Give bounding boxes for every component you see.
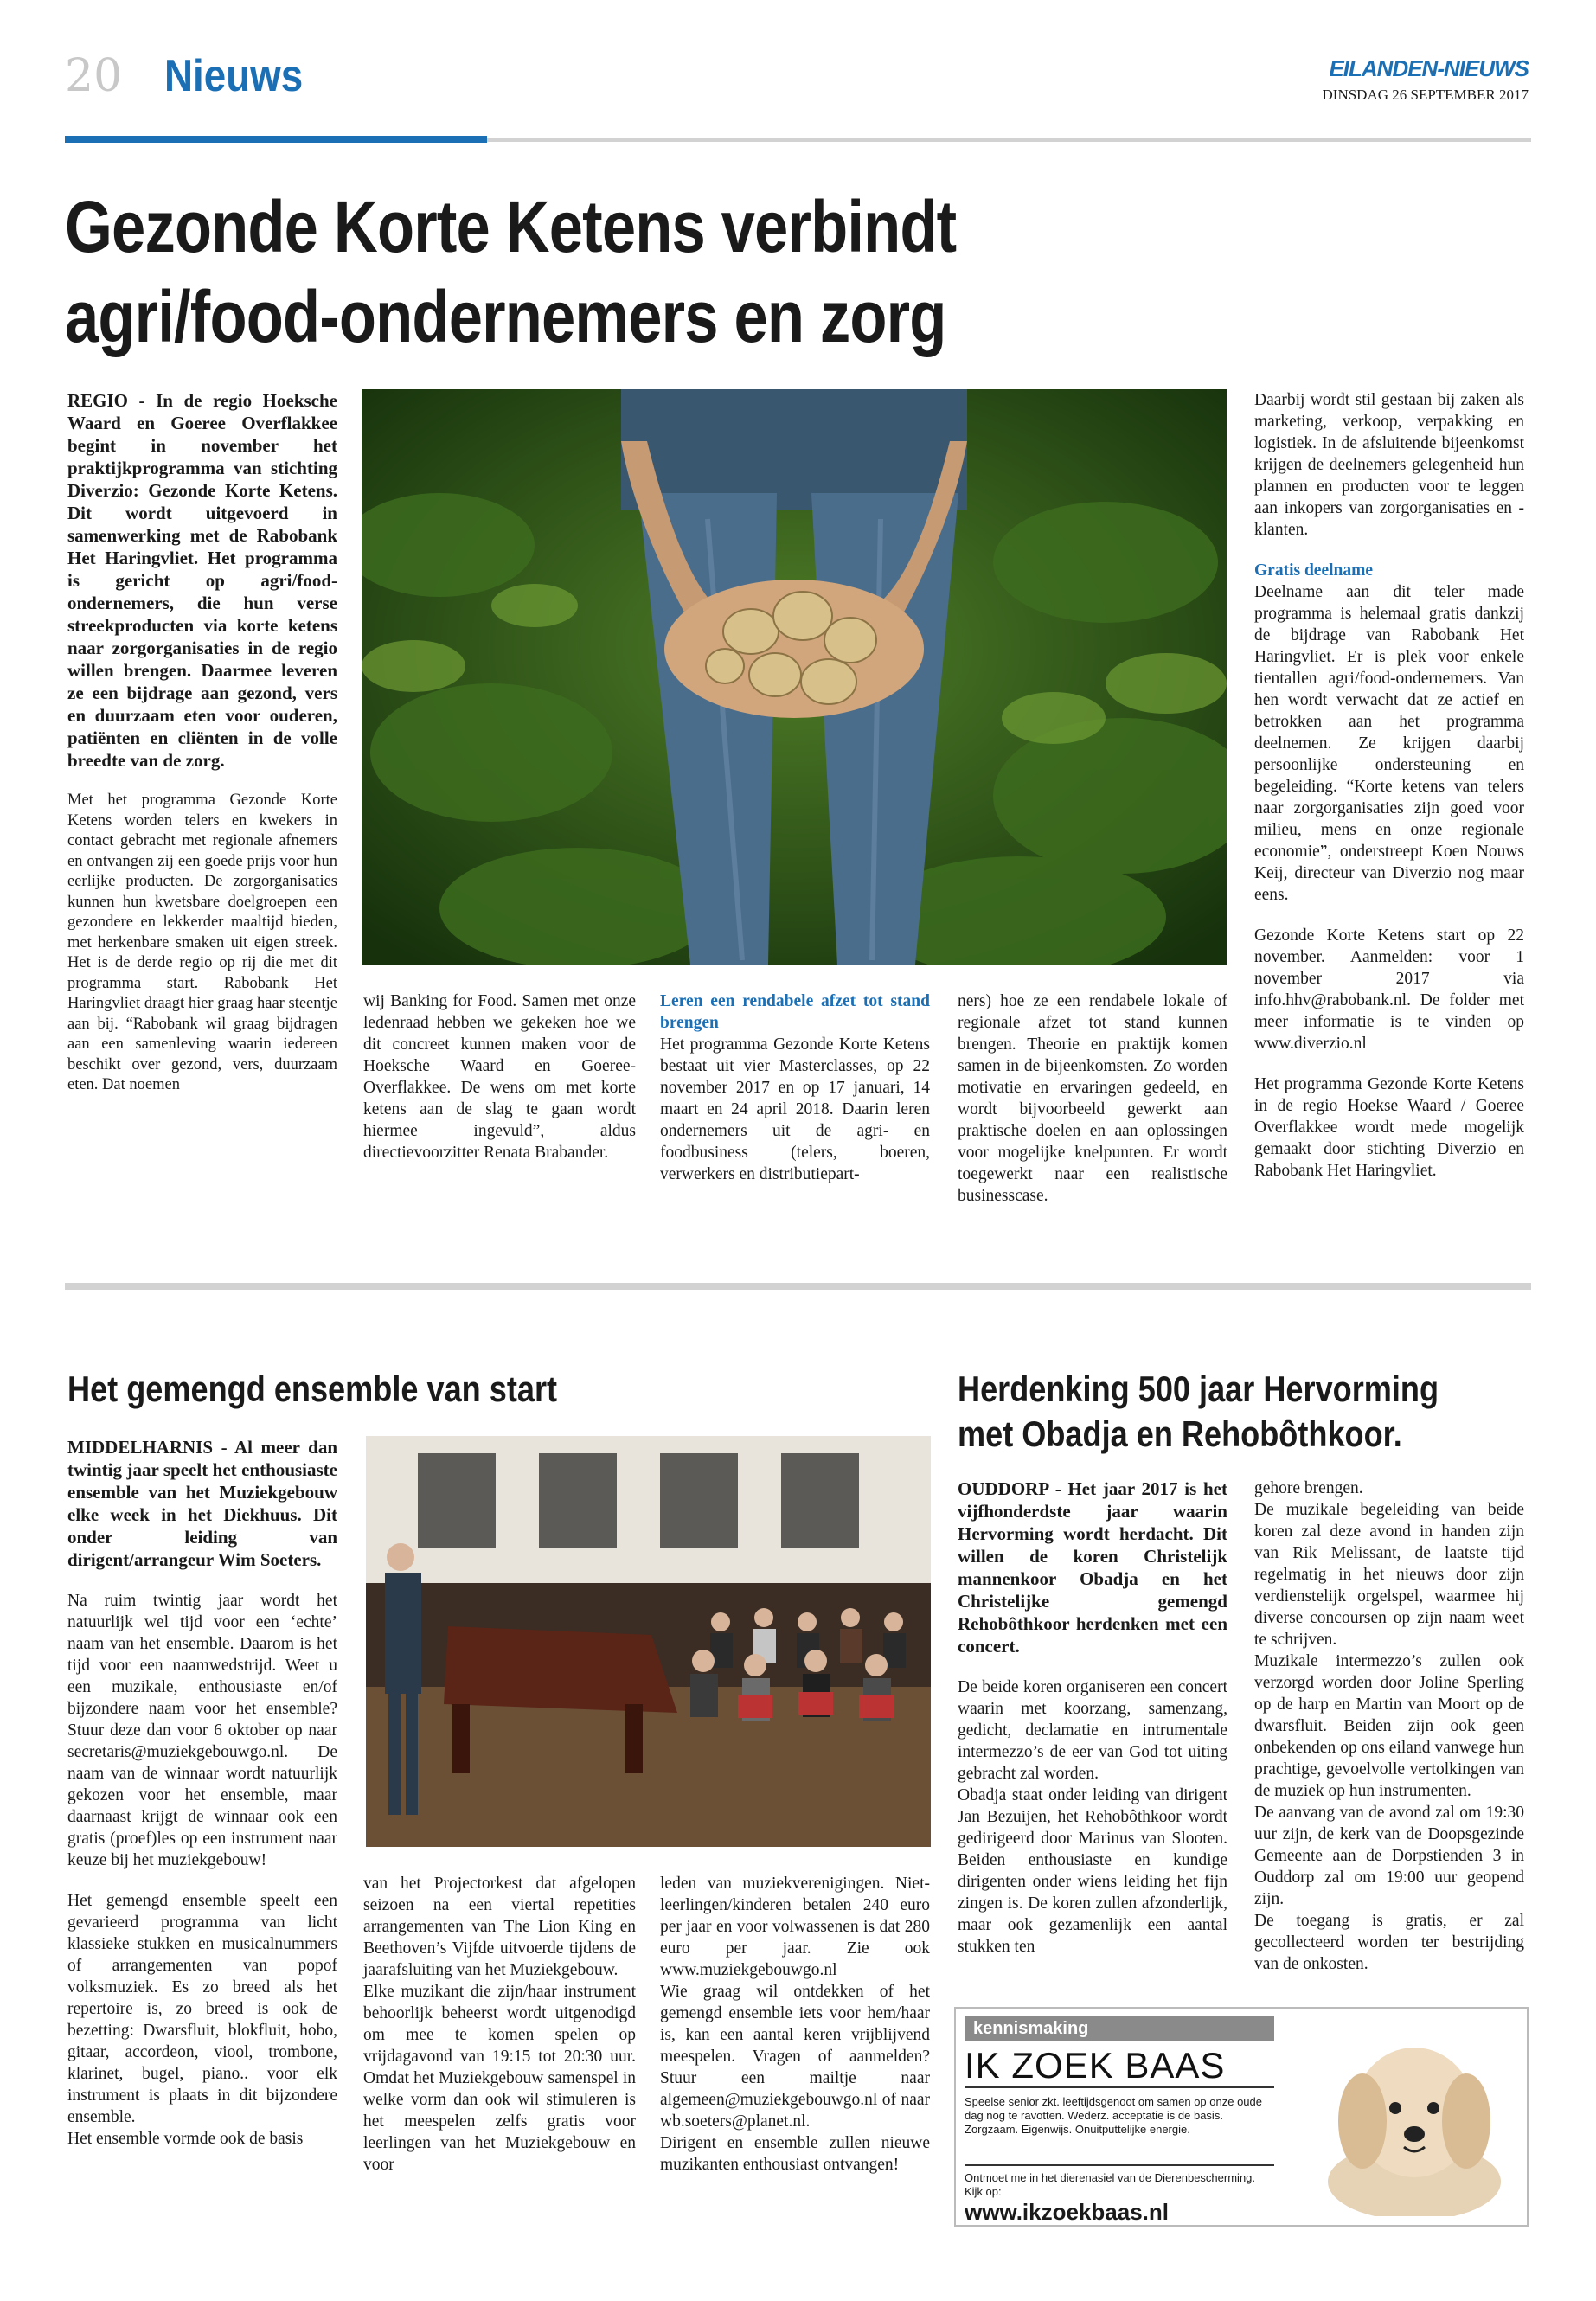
article2-body-1b: Het gemengd ensemble speelt een gevarieerd programma van licht klassieke stukken en musicalnummers of arrangementen van popof volksmuziek. Es zo breed als het repertoire is, zo breed is ook de bezetting: Dwarsfluit, blokfluit, hobo, gitaar, accordeon, viool, trombone, klarinet, bugel, piano.. voor elk instrument is plaats in dit bijzondere ensemble.: [67, 1892, 337, 2126]
article2-body-2: van het Projectorkest dat afgelopen seizoen na een viertal repetities arrangementen van The Lion King en Beethoven’s Vijfde uitvoerde tijdens de jaarafsluiting van het Muziekgebouw. Elke muzikant die zijn/haar instrument behoorlijk beheerst wordt uitgenodigd om mee te komen spelen op vrijdagavond van 19:15 tot 20:30 uur. Omdat het Muziekgebouw samenspel in welke vorm dan ook wil stimuleren is het meespelen zelfs gratis voor leerlingen van het Muziekgebouw en voor: [363, 1875, 636, 2174]
article1-subhead-1: Leren een rendabele afzet tot stand brengen: [660, 992, 930, 1032]
article3-lead: OUDDORP - Het jaar 2017 is het vijfhonderdste jaar waarin Hervorming wordt herdacht. Dit willen de koren Christelijk mannenkoor Obadja en het Christelijke gemengd Rehobôthkoor herdenken met een concert.: [958, 1478, 1227, 1657]
dog-photo: [1311, 2017, 1518, 2216]
article1-body-2: wij Banking for Food. Samen met onze ledenraad hebben we gekeken hoe we dit concreet kunnen maken voor de Hoeksche Waard en Goeree-Overflakkee. De wens om met korte ketens aan de slag te gaan wordt hiermee ingevuld”, aldus directievoorzitter Renata Brabander.: [363, 992, 636, 1162]
article2-column-1: [67, 1436, 337, 2169]
article1-body-3: Het programma Gezonde Korte Ketens bestaat uit vier Masterclasses, op 22 november 2017 en op 17 januari, 14 maart en 24 april 2018. Daarin leren ondernemers uit de agri- en foodbusiness (telers, boeren, verwerkers en distributiepart-: [660, 1035, 930, 1183]
article1-body-4: ners) hoe ze een rendabele lokale of regionale afzet tot stand kunnen brengen. Theorie en praktijk komen samen in de bijeenkomsten. Zo worden motivatie en ervaringen gedeeld, en wordt bijvoorbeeld gewerkt aan praktische doelen en aan oplossingen voor mogelijke knelpunten. Er wordt toegewerkt naar een realistische businesscase.: [958, 992, 1227, 1205]
article3-body-1: De beide koren organiseren een concert waarin met koorzang, samenzang, gedicht, declamatie en intrumentale intermezzo’s de eer van God tot uiting gebracht zal worden. Obadja staat onder leiding van dirigent Jan Bezuijen, het Rehobôthkoor wordt gedirigeerd door Marinus van Slooten. Beiden enthousiaste en kundige dirigenten onder wiens leiding het fijn zingen is. De koren zullen afzonderlijk, maar ook gezamenlijk een aantal stukken ten: [958, 1678, 1227, 1956]
article1-body-5c: Gezonde Korte Ketens start op 22 november. Aanmelden: voor 1 november 2017 via info.hhv@rabobank.nl. De folder met meer informatie is te vinden op www.diverzio.nl: [1254, 926, 1524, 1053]
article1-column-3: [660, 990, 930, 1204]
ad-title: IK ZOEK BAAS: [965, 2045, 1274, 2088]
adoption-advert: [954, 2007, 1529, 2227]
article1-lead: REGIO - In de regio Hoeksche Waard en Goeree Overflakkee begint in november het praktijkprogramma van stichting Diverzio: Gezonde Korte Ketens. Dit wordt uitgevoerd in samenwerking met de Rabobank Het Haringvliet. Het programma is gericht op agri/food-ondernemers, die hun verse streekproducten via korte ketens naar zorgorganisaties in de regio willen brengen. Daarmee leveren ze een bijdrage aan gezond, vers en duurzaam eten voor ouderen, patiënten en cliënten in de volle breedte van de zorg.: [67, 390, 337, 771]
article2-column-2: [363, 1873, 636, 2195]
ad-url-link[interactable]: www.ikzoekbaas.nl: [965, 2199, 1170, 2225]
masthead-logo: EILANDEN-NIEUWS: [1329, 55, 1529, 81]
ad-text: Speelse senior zkt. leeftijdsgenoot om samen op onze oude dag nog te ravotten. Wederz. acceptatie is de basis. Zorgzaam. Eigenwijs. Onuitputtelijke energie.: [965, 2095, 1262, 2136]
article3-headline: Herdenking 500 jaar Hervorming met Obadja en Rehobôthkoor.: [958, 1368, 1439, 1454]
article1-body-5d: Het programma Gezonde Korte Ketens in de regio Hoekse Waard / Goeree Overflakkee wordt mede mogelijk gemaakt door stichting Diverzio en Rabobank Het Haringvliet.: [1254, 1075, 1524, 1180]
article1-body-1: Met het programma Gezonde Korte Ketens worden telers en kwekers in contact gebracht met regionale afnemers en ontvangen zij een goede prijs voor hun eerlijke producten. De zorgorganisaties kunnen hun kwetsbare doelgroepen een gezondere en lekkerder maaltijd bieden, met herkenbare smaken uit eigen streek. Het is de derde regio op rij die met dit programma start. Rabobank Het Haringvliet draagt hier graag haar steentje aan bij. “Rabobank wil graag bijdragen aan een samenleving waarin iedereen beschikt over gezond, vers, duurzaam eten. Dat noemen: [67, 792, 337, 1093]
article1-column-4: [958, 990, 1227, 1226]
header-rule: [487, 138, 1531, 142]
page-number: 20: [65, 50, 123, 102]
article2-body-3: leden van muziekverenigingen. Niet-leerlingen/kinderen betalen 240 euro per jaar en voor volwassenen is dat 280 euro per jaar. Zie ook www.muziekgebouwgo.nl Wie graag wil ontdekken of het gemengd ensemble iets voor hem/haar is, kan een aantal keren vrijblijvend meespelen. Vragen of aanmelden? Stuur een mailtje naar algemeen@muziekgebouwgo.nl of naar wb.soeters@planet.nl. Dirigent en ensemble zullen nieuwe muzikanten enthousiast ontvangen!: [660, 1875, 930, 2174]
article1-column-1: [67, 389, 337, 1115]
ad-footer: Ontmoet me in het dierenasiel van de Dierenbescherming. Kijk op:: [965, 2164, 1274, 2199]
article3-body-2: gehore brengen. De muzikale begeleiding van beide koren zal deze avond in handen zijn van Rik Melissant, de laatste tijd regelmatig in het nieuws door zijn verdienstelijk orgelspel, waarmee hij diverse concoursen op zijn naam weet te schrijven. Muzikale intermezzo’s zullen ook verzorgd worden door Joline Sperling op de harp en Martin van Moort op de dwarsfluit. Beiden zijn ook geen onbekenden op ons eiland vanwege hun prachtige, gevoelvolle vertolkingen van de muziek op hun instrumenten. De aanvang van de avond zal om 19:30 uur zijn, de kerk van de Doopsgezinde Gemeente aan de Dorpstienden 3 in Ouddorp zal om 19:00 uur geopend zijn. De toegang is gratis, er zal gecollecteerd worden ter bestrijding van de onkosten.: [1254, 1479, 1524, 1973]
article1-body-5b: Deelname aan dit teler made programma is helemaal gratis dankzij de bijdrage van Rabobank Het Haringvliet. Er is plek voor enkele tientallen agri/food-ondernemers. Van hen wordt verwacht dat ze actief en betrokken aan het programma deelnemen. Ze krijgen daarbij persoonlijke ondersteuning en begeleiding. “Korte ketens van telers naar zorgorganisaties zijn goed voor milieu, mens en onze regionale economie”, onderstreept Koen Nouws Keij, directeur van Diverzio nog maar eens.: [1254, 583, 1524, 904]
article2-column-3: [660, 1873, 930, 2195]
article2-headline: Het gemengd ensemble van start: [67, 1368, 558, 1409]
potato-hands-photo: [362, 389, 1227, 965]
ad-tag: kennismaking: [965, 2016, 1274, 2041]
article1-body-5a: Daarbij wordt stil gestaan bij zaken als marketing, verkoop, verpakking en logistiek. In de afsluitende bijeenkomst krijgen de deelnemers gelegenheid hun plannen en producten voor te leggen aan inkopers van zorgorganisaties en -klanten.: [1254, 391, 1524, 539]
header-rule-accent: [65, 136, 487, 143]
article1-subhead-2: Gratis deelname: [1254, 561, 1374, 580]
article2-lead: MIDDELHARNIS - Al meer dan twintig jaar speelt het enthousiaste ensemble van het Muziekgebouw elke week in het Diekhuus. Dit onder leiding van dirigent/arrangeur Wim Soeters.: [67, 1437, 337, 1570]
article1-headline: Gezonde Korte Ketens verbindt agri/food-ondernemers en zorg: [65, 186, 957, 357]
article3-column-1: [958, 1477, 1227, 1977]
section-title: Nieuws: [164, 51, 304, 101]
article2-body-1c: Het ensemble vormde ook de basis: [67, 2130, 304, 2148]
section-divider: [65, 1283, 1531, 1290]
article1-column-5: [1254, 389, 1524, 1201]
ensemble-rehearsal-photo: [366, 1436, 931, 1847]
article3-column-2: [1254, 1477, 1524, 1994]
article1-column-2: [363, 990, 636, 1183]
issue-date: DINSDAG 26 SEPTEMBER 2017: [1322, 87, 1529, 103]
article2-body-1a: Na ruim twintig jaar wordt het natuurlijk wel tijd voor een ‘echte’ naam van het ensemble. Daarom is het tijd voor een naamwedstrijd. Weet u een muzikale, enthousiaste en/of bijzondere naam voor het ensemble? Stuur deze dan voor 6 oktober op naar secretaris@muziekgebouwgo.nl. De naam van de winnaar wordt natuurlijk gekozen voor het ensemble, maar daarnaast krijgt de winnaar ook een gratis (proef)les op een instrument naar keuze bij het muziekgebouw!: [67, 1592, 337, 1869]
